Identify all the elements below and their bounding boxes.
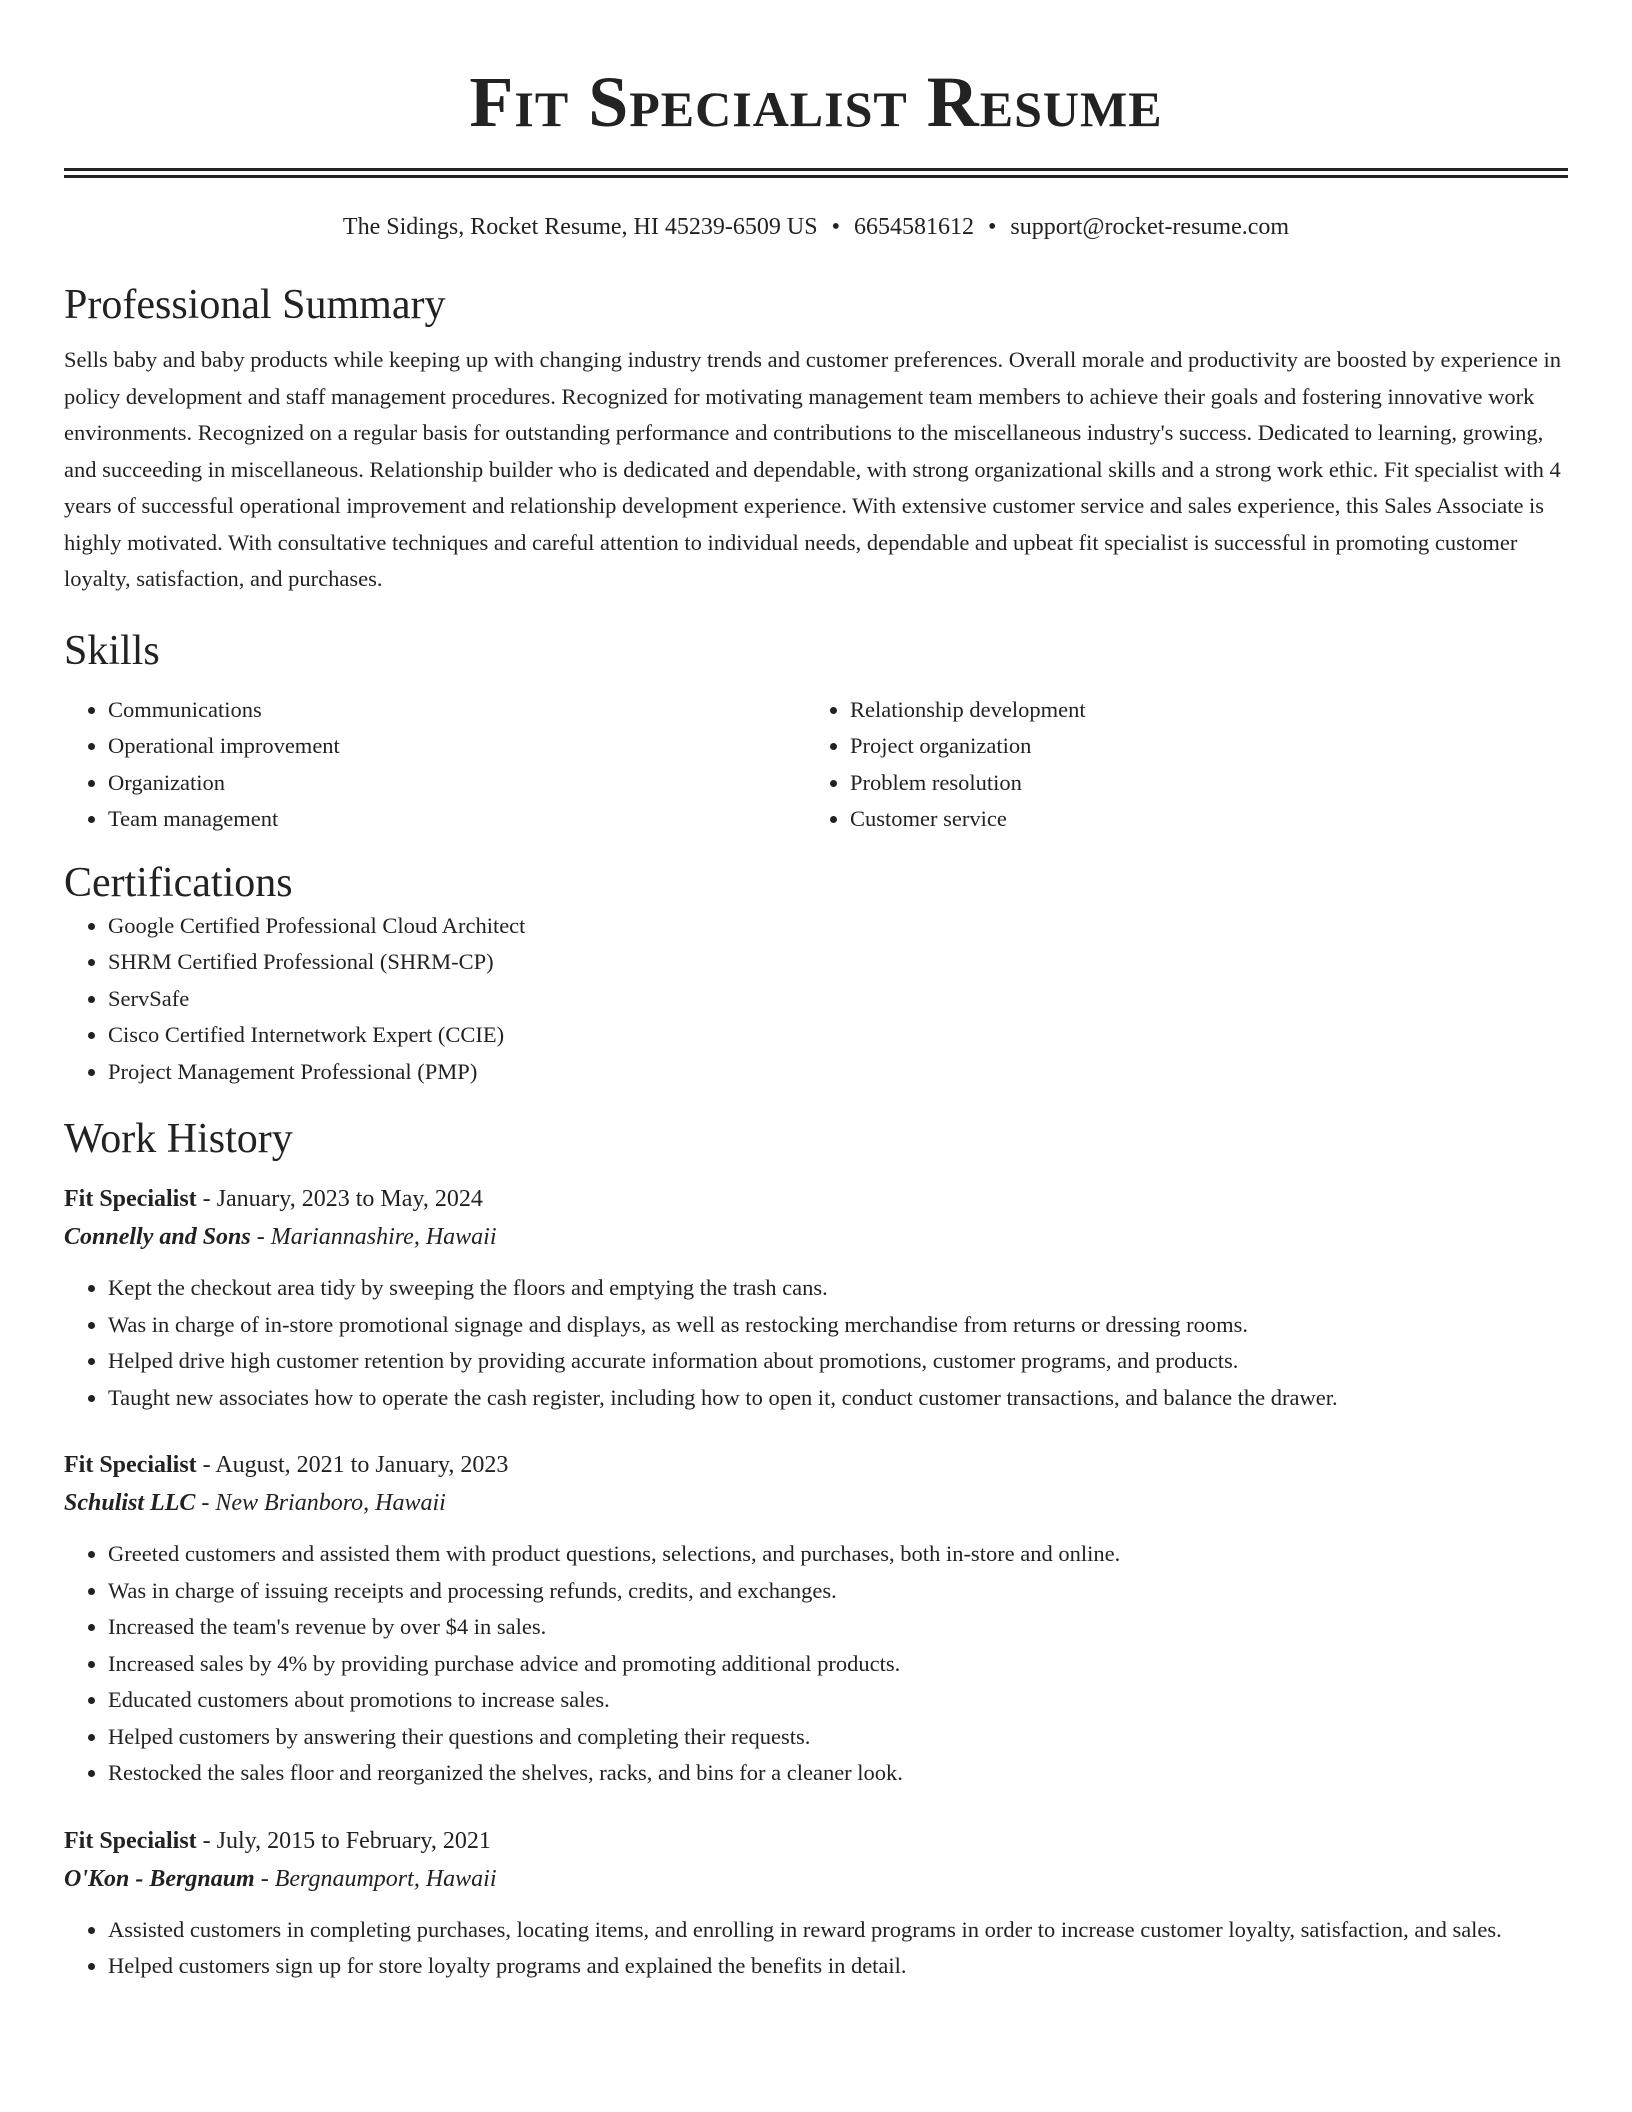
job-company: Schulist LLC bbox=[64, 1490, 196, 1516]
job-role: Fit Specialist bbox=[64, 1827, 197, 1854]
job-location: - Mariannashire, Hawaii bbox=[250, 1224, 497, 1250]
section-heading-summary: Professional Summary bbox=[64, 282, 446, 328]
certification-item: • SHRM Certified Professional (SHRM-CP) bbox=[108, 944, 1568, 981]
job-duty: • Increased the team's revenue by over $4 in sales. bbox=[108, 1609, 1568, 1646]
section-heading-work-history: Work History bbox=[64, 1116, 293, 1162]
job-entry bbox=[64, 1446, 1568, 1792]
section-heading-skills: Skills bbox=[64, 627, 160, 674]
certification-item: • ServSafe bbox=[108, 981, 1568, 1018]
section-heading-certifications: Certifications bbox=[64, 859, 293, 906]
job-title-line bbox=[64, 1446, 1568, 1484]
contact-separator: • bbox=[831, 214, 840, 240]
job-duties-list bbox=[64, 1912, 1568, 1985]
job-duty: • Increased sales by 4% by providing purchase advice and promoting additional products. bbox=[108, 1646, 1568, 1683]
job-title-line bbox=[64, 1822, 1568, 1860]
job-title-line bbox=[64, 1180, 1568, 1218]
skill-item: • Relationship development bbox=[850, 692, 1548, 729]
skills-column-right bbox=[806, 692, 1548, 838]
certification-item: • Cisco Certified Internetwork Expert (CCIE) bbox=[108, 1017, 1568, 1054]
job-duty: • Assisted customers in completing purchases, locating items, and enrolling in reward programs in order to increase customer loyalty, satisfaction, and sales. bbox=[108, 1912, 1568, 1949]
job-duty: • Educated customers about promotions to increase sales. bbox=[108, 1682, 1568, 1719]
job-role: Fit Specialist bbox=[64, 1186, 197, 1212]
job-dates: - July, 2015 to February, 2021 bbox=[196, 1827, 491, 1854]
summary-text: Sells baby and baby products while keeping up with changing industry trends and customer preferences. Overall morale and productivity are boosted by experience in policy development and staff management procedures. Recognized for motivating management team members to achieve their goals and fostering innovative work environments. Recognized on a regular basis for outstanding performance and contributions to the miscellaneous industry's success. Dedicated to learning, growing, and succeeding in miscellaneous. Relationship builder who is dedicated and dependable, with strong organizational skills and a strong work ethic. Fit specialist with 4 years of successful operational improvement and relationship development experience. With extensive customer service and sales experience, this Sales Associate is highly motivated. With consultative techniques and careful attention to individual needs, dependable and upbeat fit specialist is successful in promoting customer loyalty, satisfaction, and purchases. bbox=[64, 347, 1562, 591]
contact-separator: • bbox=[987, 214, 997, 240]
skills-grid bbox=[64, 692, 1568, 838]
job-duties-list bbox=[64, 1270, 1568, 1416]
job-duty: • Helped drive high customer retention by providing accurate information about promotions, customer programs, and products. bbox=[108, 1343, 1568, 1380]
job-entry bbox=[64, 1180, 1568, 1416]
resume-page bbox=[64, 0, 1568, 1985]
contact-email: support@rocket-resume.com bbox=[1010, 214, 1290, 240]
skills-column-left bbox=[64, 692, 806, 838]
job-company-line bbox=[64, 1484, 1568, 1522]
certification-item: • Google Certified Professional Cloud Architect bbox=[108, 908, 1568, 945]
certification-item: • Project Management Professional (PMP) bbox=[108, 1054, 1568, 1091]
job-location: - Bergnaumport, Hawaii bbox=[254, 1865, 497, 1892]
skill-item: • Team management bbox=[108, 801, 806, 838]
job-company-line bbox=[64, 1860, 1568, 1898]
contact-line bbox=[64, 212, 1568, 242]
skill-item: • Project organization bbox=[850, 728, 1548, 765]
skill-item: • Customer service bbox=[850, 801, 1548, 838]
title-divider bbox=[64, 168, 1568, 178]
resume-title: Fit Specialist Resume bbox=[469, 62, 1163, 142]
job-duty: • Was in charge of issuing receipts and processing refunds, credits, and exchanges. bbox=[108, 1573, 1568, 1610]
job-duty: • Kept the checkout area tidy by sweeping the floors and emptying the trash cans. bbox=[108, 1270, 1568, 1307]
certifications-list bbox=[64, 908, 1568, 1091]
job-company-line bbox=[64, 1218, 1568, 1256]
contact-phone: 6654581612 bbox=[853, 214, 974, 240]
job-duty: • Greeted customers and assisted them with product questions, selections, and purchases, both in-store and online. bbox=[108, 1536, 1568, 1573]
job-duty: • Taught new associates how to operate the cash register, including how to open it, conduct customer transactions, and balance the drawer. bbox=[108, 1380, 1568, 1417]
skill-item: • Operational improvement bbox=[108, 728, 806, 765]
contact-address: The Sidings, Rocket Resume, HI 45239-6509 US bbox=[342, 214, 818, 240]
job-duty: • Helped customers by answering their questions and completing their requests. bbox=[108, 1719, 1568, 1756]
job-role: Fit Specialist bbox=[64, 1452, 197, 1478]
skill-item: • Organization bbox=[108, 765, 806, 802]
job-duty: • Restocked the sales floor and reorganized the shelves, racks, and bins for a cleaner look. bbox=[108, 1755, 1568, 1792]
job-duty: • Helped customers sign up for store loyalty programs and explained the benefits in detail. bbox=[108, 1948, 1568, 1985]
job-duties-list bbox=[64, 1536, 1568, 1792]
job-dates: - August, 2021 to January, 2023 bbox=[196, 1452, 509, 1478]
job-location: - New Brianboro, Hawaii bbox=[195, 1490, 446, 1516]
job-dates: - January, 2023 to May, 2024 bbox=[196, 1186, 483, 1212]
skill-item: • Problem resolution bbox=[850, 765, 1548, 802]
job-company: O'Kon - Bergnaum bbox=[64, 1865, 255, 1892]
job-company: Connelly and Sons bbox=[64, 1224, 251, 1250]
skill-item: • Communications bbox=[108, 692, 806, 729]
job-entry bbox=[64, 1822, 1568, 1985]
job-duty: • Was in charge of in-store promotional signage and displays, as well as restocking merchandise from returns or dressing rooms. bbox=[108, 1307, 1568, 1344]
